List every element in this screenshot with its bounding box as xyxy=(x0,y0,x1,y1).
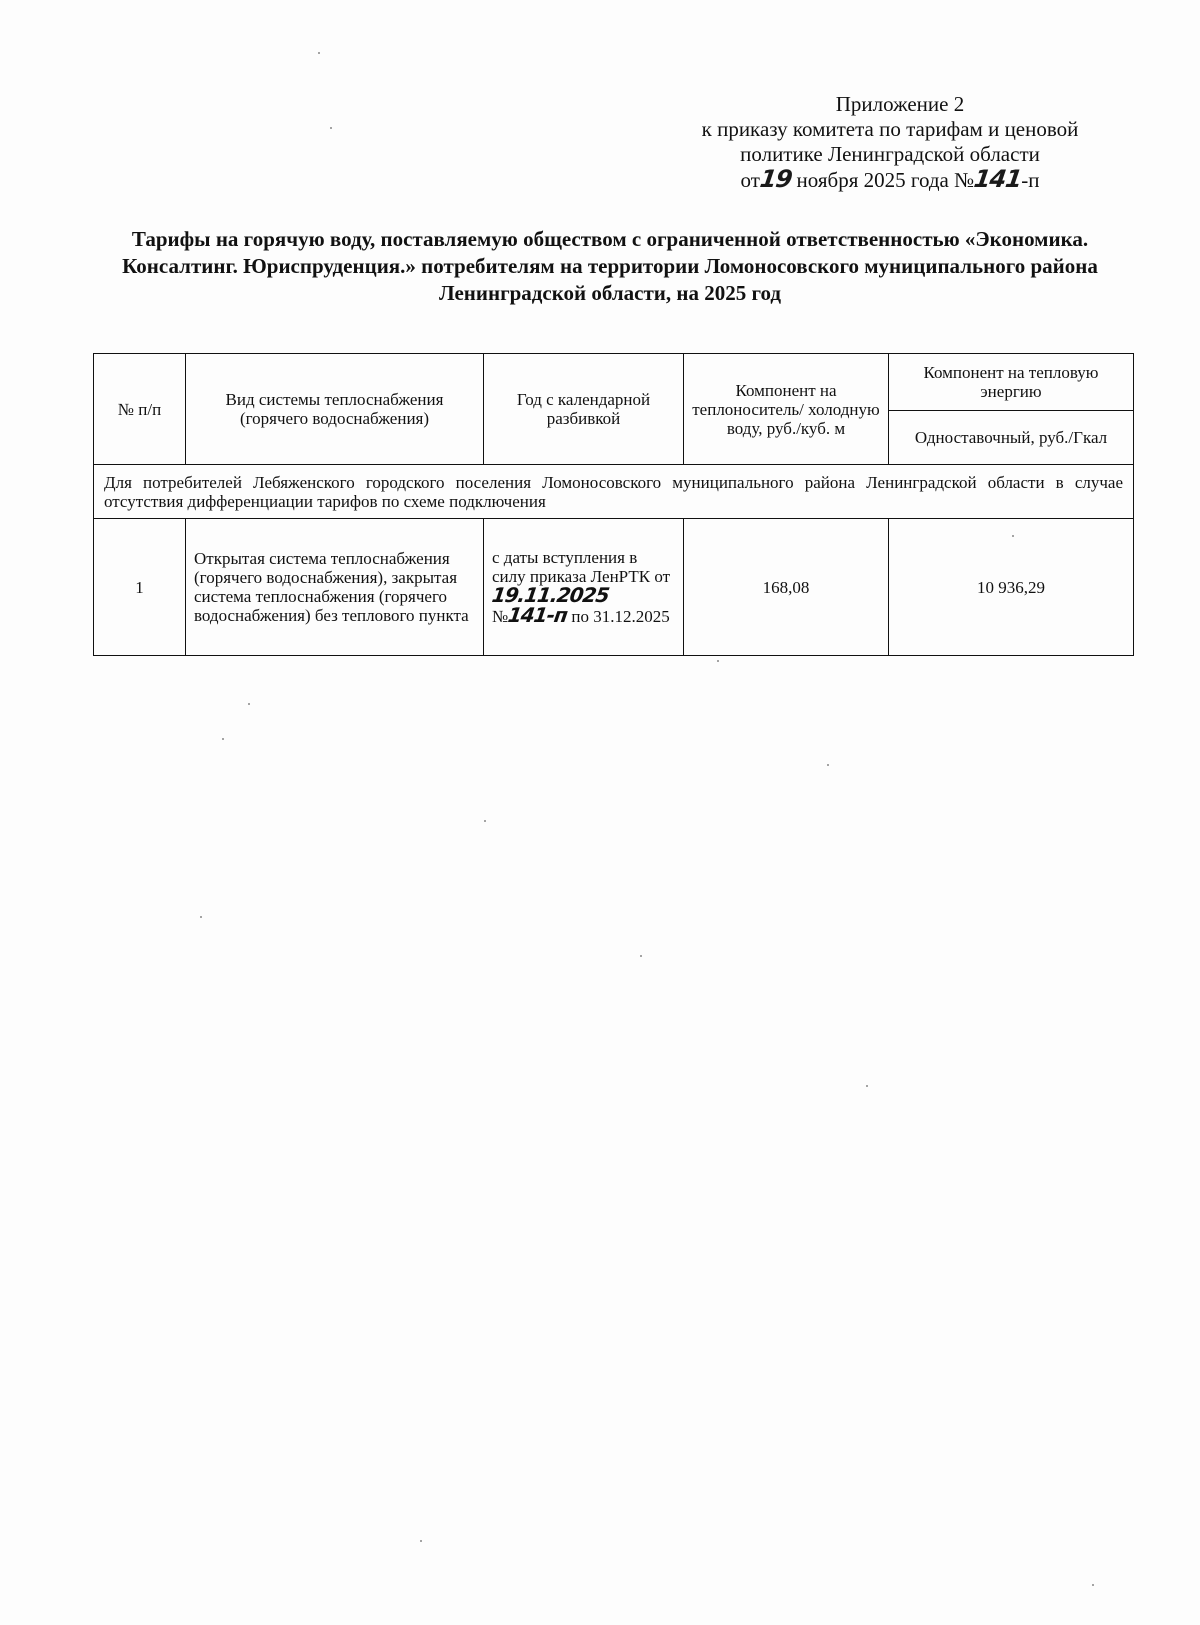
period-text-start: с даты вступления в силу приказа ЛенРТК от xyxy=(492,548,671,586)
document-title: Тарифы на горячую воду, поставляемую обществом с ограниченной ответственностью «Экономика. Консалтинг. Юриспруденция.» потребителям на территории Ломоносовского муниципального района Ленинградской области, на 2025 год xyxy=(122,227,1098,305)
row-system-type: Открытая система теплоснабжения (горячего водоснабжения), закрытая система теплоснабжения (горячего водоснабжения) без теплового пункта xyxy=(186,519,484,656)
tariff-table xyxy=(93,353,1134,656)
appendix-title: Приложение 2 xyxy=(835,92,965,116)
appendix-reference xyxy=(660,92,1120,193)
handwritten-order-number: 141 xyxy=(972,165,1024,193)
row-number: 1 xyxy=(94,519,186,656)
date-rest: ноября 2025 года № xyxy=(791,168,975,192)
handwritten-order-number-cell: 141-п xyxy=(506,603,569,627)
header-system-type: Вид системы теплоснабжения (горячего водоснабжения) xyxy=(186,354,484,465)
table-header-row xyxy=(94,354,1134,411)
table-row xyxy=(94,519,1134,656)
handwritten-order-date: 19.11.2025 xyxy=(490,583,611,607)
period-number-sign: № xyxy=(492,607,509,626)
date-prefix: от xyxy=(740,168,760,192)
row-energy-value: 10 936,29 xyxy=(889,519,1134,656)
period-text-end: по 31.12.2025 xyxy=(571,607,670,626)
appendix-date-line xyxy=(660,167,1120,193)
header-energy-single-rate: Одноставочный, руб./Гкал xyxy=(889,411,1134,465)
appendix-order-line: к приказу комитета по тарифам и ценовой xyxy=(701,117,1079,141)
header-coolant-component: Компонент на теплоноситель/ холодную воду, руб./куб. м xyxy=(684,354,889,465)
handwritten-day: 19 xyxy=(757,165,794,193)
order-suffix: -п xyxy=(1021,168,1040,192)
header-year: Год с календарной разбивкой xyxy=(484,354,684,465)
table-group-row xyxy=(94,465,1134,519)
group-label: Для потребителей Лебяженского городского поселения Ломоносовского муниципального района Ленинградской области в случае отсутствия дифференциации тарифов по схеме подключения xyxy=(94,465,1134,519)
header-energy-component: Компонент на тепловую энергию xyxy=(889,354,1134,411)
row-period xyxy=(484,519,684,656)
header-number: № п/п xyxy=(94,354,186,465)
row-coolant-value: 168,08 xyxy=(684,519,889,656)
appendix-authority-line: политике Ленинградской области xyxy=(740,142,1040,166)
